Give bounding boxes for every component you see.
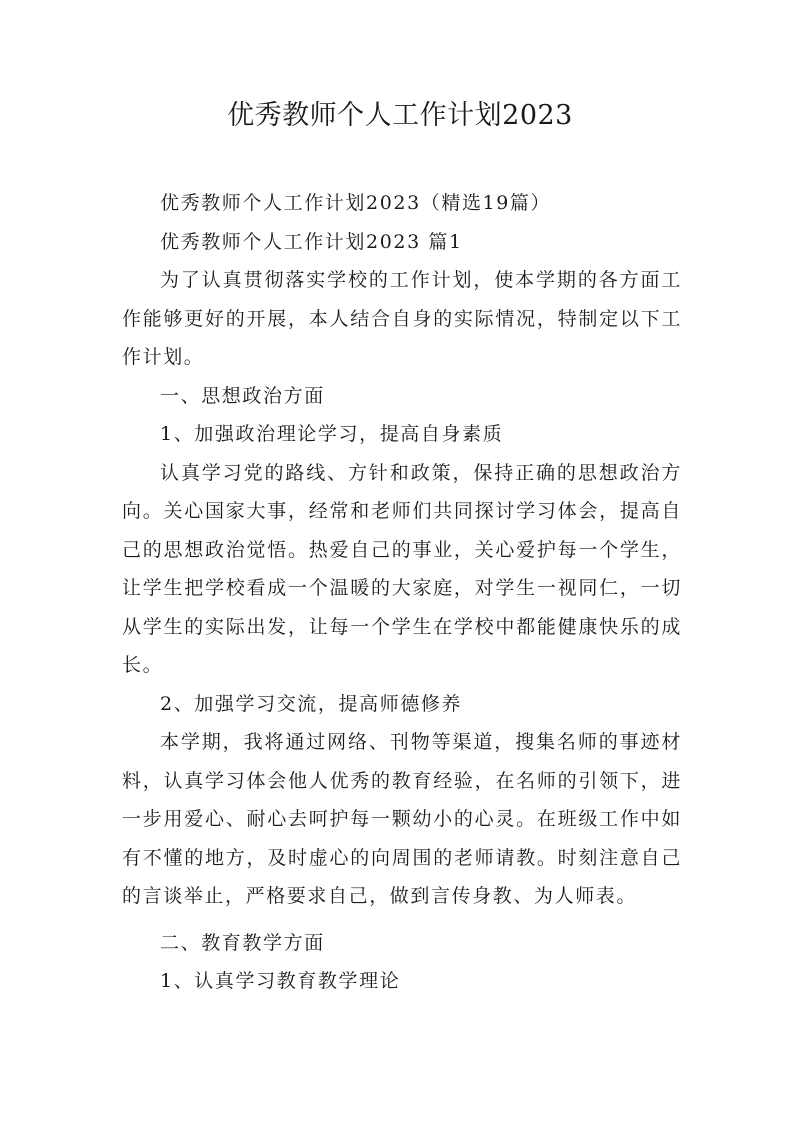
subheading-ethics: 2、加强学习交流，提高师德修养 [160,692,463,715]
paragraph-intro: 为了认真贯彻落实学校的工作计划，使本学期的各方面工作能够更好的开展，本人结合自身的实际情况，特制定以下工作计划。 [122,269,682,368]
paragraph-ethics: 本学期，我将通过网络、刊物等渠道，搜集名师的事迹材料，认真学习体会他人优秀的教育经验，在名师的引领下，进一步用爱心、耐心去呵护每一颗幼小的心灵。在班级工作中如有不懂的地方，及时虚心的向周围的老师请教。时刻注意自己的言谈举止，严格要求自己，做到言传身教、为人师表。 [122,731,682,907]
paragraph-political-study: 认真学习党的路线、方针和政策，保持正确的思想政治方向。关心国家大事，经常和老师们共同探讨学习体会，提高自己的思想政治觉悟。热爱自己的事业，关心爱护每一个学生，让学生把学校看成一个温暖的大家庭，对学生一视同仁，一切从学生的实际出发，让每一个学生在学校中都能健康快乐的成长。 [122,461,682,676]
paragraph-section-heading: 优秀教师个人工作计划2023 篇1 [160,230,463,253]
heading-ideology: 一、思想政治方面 [160,384,325,407]
document-title: 优秀教师个人工作计划2023 [227,100,573,131]
paragraph-subtitle: 优秀教师个人工作计划2023（精选19篇） [160,192,552,214]
subheading-political-study: 1、加强政治理论学习，提高自身素质 [160,423,504,445]
document-body [122,184,682,1001]
heading-teaching: 二、教育教学方面 [160,931,325,954]
subheading-teaching-theory: 1、认真学习教育教学理论 [160,970,401,992]
